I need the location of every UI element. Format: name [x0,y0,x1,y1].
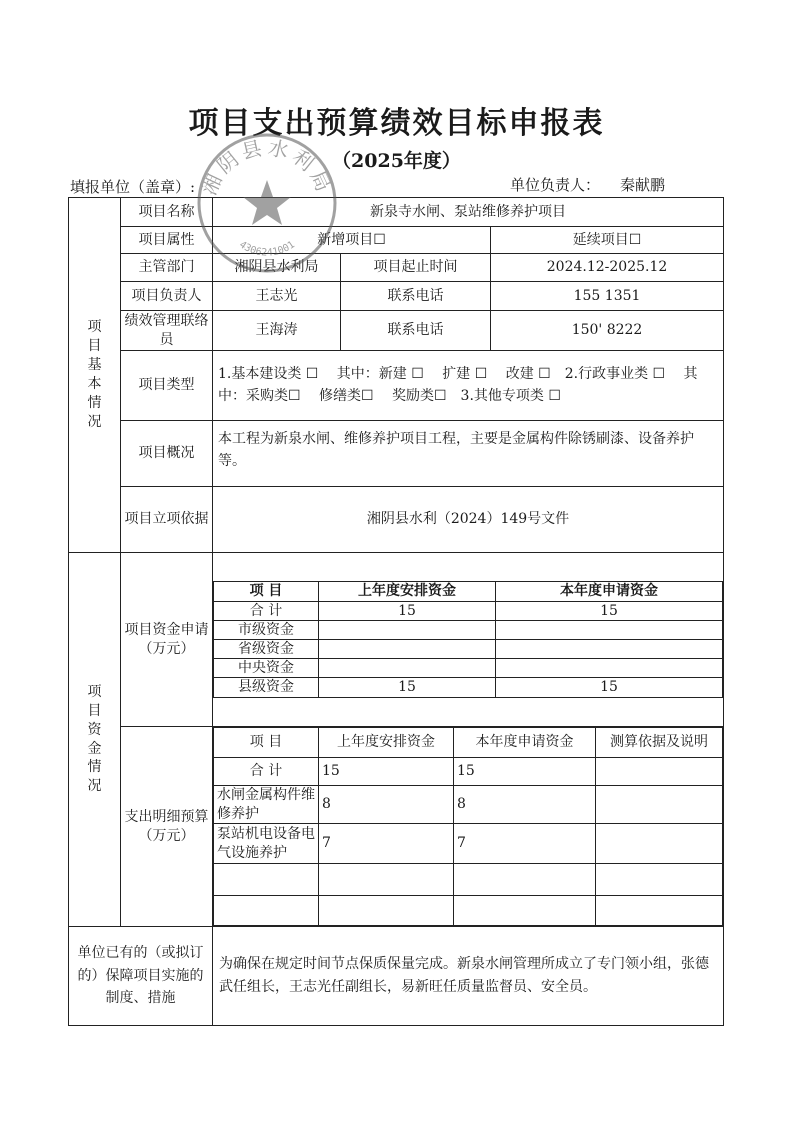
expense-row [214,786,723,824]
expense-detail-header [214,728,723,758]
fund-apply-prev [319,659,496,678]
overview-label: 项目概况 [121,421,213,487]
fund-apply-curr [496,659,723,678]
fund-apply-prev: 15 [319,678,496,697]
section-basic-info [69,198,121,553]
project-attribute-label: 项目属性 [121,227,213,254]
fund-apply-curr [496,640,723,659]
measures-value: 为确保在规定时间节点保质保量完成。新泉水闸管理所成立了专门领小组，张德武任组长，王志光任副组长，易新旺任质量监督员、安全员。 [213,927,724,1026]
expense-detail-label: 支出明细预算（万元） [121,727,213,927]
expense-detail-table [213,727,723,926]
fund-apply-row [214,640,723,659]
attribute-continue: 延续项目☐ [491,227,724,254]
responsible-name: 秦献鹏 [620,176,666,194]
performance-target-table [68,197,724,1026]
fund-apply-header [214,582,723,601]
fund-apply-label: 项目资金申请（万元） [121,553,213,727]
expense-prev: 8 [319,786,454,824]
fund-apply-row [214,659,723,678]
expense-prev: 15 [319,758,454,786]
section-funds [69,553,121,927]
expense-prev: 7 [319,824,454,864]
fund-apply-item: 省级资金 [214,640,319,659]
page-subtitle: （2025年度） [332,150,461,172]
fund-apply-header-item: 项 目 [214,582,319,601]
expense-curr: 15 [454,758,596,786]
leader-value: 王志光 [213,282,341,311]
fund-apply-prev [319,620,496,639]
project-type-value: 1.基本建设类 ☐ 其中：新建 ☐ 扩建 ☐ 改建 ☐ 2.行政事业类 ☐ 其中：采购类☐ 修缮类☐ 奖励类☐ 3.其他专项类 ☐ [213,351,724,421]
expense-row [214,758,723,786]
fund-apply-item: 县级资金 [214,678,319,697]
expense-header-prev: 上年度安排资金 [319,728,454,758]
fund-apply-item: 合 计 [214,601,319,620]
fund-apply-cell [213,553,724,727]
expense-prev [319,896,454,926]
fund-apply-row [214,678,723,697]
fund-apply-curr: 15 [496,601,723,620]
expense-curr [454,896,596,926]
expense-row [214,864,723,896]
period-label: 项目起止时间 [341,254,491,282]
expense-row [214,896,723,926]
project-type-label: 项目类型 [121,351,213,421]
expense-note [596,786,723,824]
fund-apply-header-prev: 上年度安排资金 [319,582,496,601]
fund-apply-table [213,581,723,697]
contact-phone-value: 150' 8222 [491,311,724,351]
project-name-label: 项目名称 [121,198,213,227]
expense-header-item: 项 目 [214,728,319,758]
expense-note [596,758,723,786]
fund-apply-item: 中央资金 [214,659,319,678]
expense-prev [319,864,454,896]
expense-row [214,824,723,864]
expense-item: 合 计 [214,758,319,786]
expense-header-curr: 本年度申请资金 [454,728,596,758]
fund-apply-curr: 15 [496,678,723,697]
fund-apply-prev: 15 [319,601,496,620]
expense-item: 泵站机电设备电气设施养护 [214,824,319,864]
period-value: 2024.12-2025.12 [491,254,724,282]
section-basic-label: 项目基本情况 [87,319,102,430]
basis-label: 项目立项依据 [121,487,213,553]
expense-item: 水闸金属构件维修养护 [214,786,319,824]
expense-curr: 8 [454,786,596,824]
expense-note [596,824,723,864]
basis-value: 湘阴县水利（2024）149号文件 [213,487,724,553]
expense-detail-cell [213,727,724,927]
attribute-new: 新增项目☐ [213,227,491,254]
expense-note [596,864,723,896]
fund-apply-row [214,601,723,620]
unit-responsible [510,174,665,195]
seal-name-path: 湘阴县水利局 [196,135,338,199]
overview-value: 本工程为新泉水闸、维修养护项目工程，主要是金属构件除锈刷漆、设备养护等。 [213,421,724,487]
fund-apply-header-curr: 本年度申请资金 [496,582,723,601]
leader-label: 项目负责人 [121,282,213,311]
section-funds-label: 项目资金情况 [87,683,102,795]
expense-note [596,896,723,926]
expense-item [214,864,319,896]
responsible-label: 单位负责人： [510,176,601,194]
contact-label: 绩效管理联络员 [121,311,213,351]
leader-phone-value: 155 1351 [491,282,724,311]
expense-item [214,896,319,926]
dept-value: 湘阴县水利局 [213,254,341,282]
leader-phone-label: 联系电话 [341,282,491,311]
expense-curr [454,864,596,896]
project-name-value: 新泉寺水闸、泵站维修养护项目 [213,198,724,227]
contact-phone-label: 联系电话 [341,311,491,351]
fund-apply-prev [319,640,496,659]
expense-curr: 7 [454,824,596,864]
fill-unit-label: 填报单位（盖章）: [70,178,196,196]
fund-apply-item: 市级资金 [214,620,319,639]
fund-apply-row [214,620,723,639]
fund-apply-curr [496,620,723,639]
expense-header-note: 测算依据及说明 [596,728,723,758]
page-title: 项目支出预算绩效目标申报表 [188,106,605,141]
seal-code-path: 4306241001 [237,239,297,259]
measures-label: 单位已有的（或拟订的）保障项目实施的制度、措施 [69,927,213,1026]
dept-label: 主管部门 [121,254,213,282]
contact-value: 王海涛 [213,311,341,351]
